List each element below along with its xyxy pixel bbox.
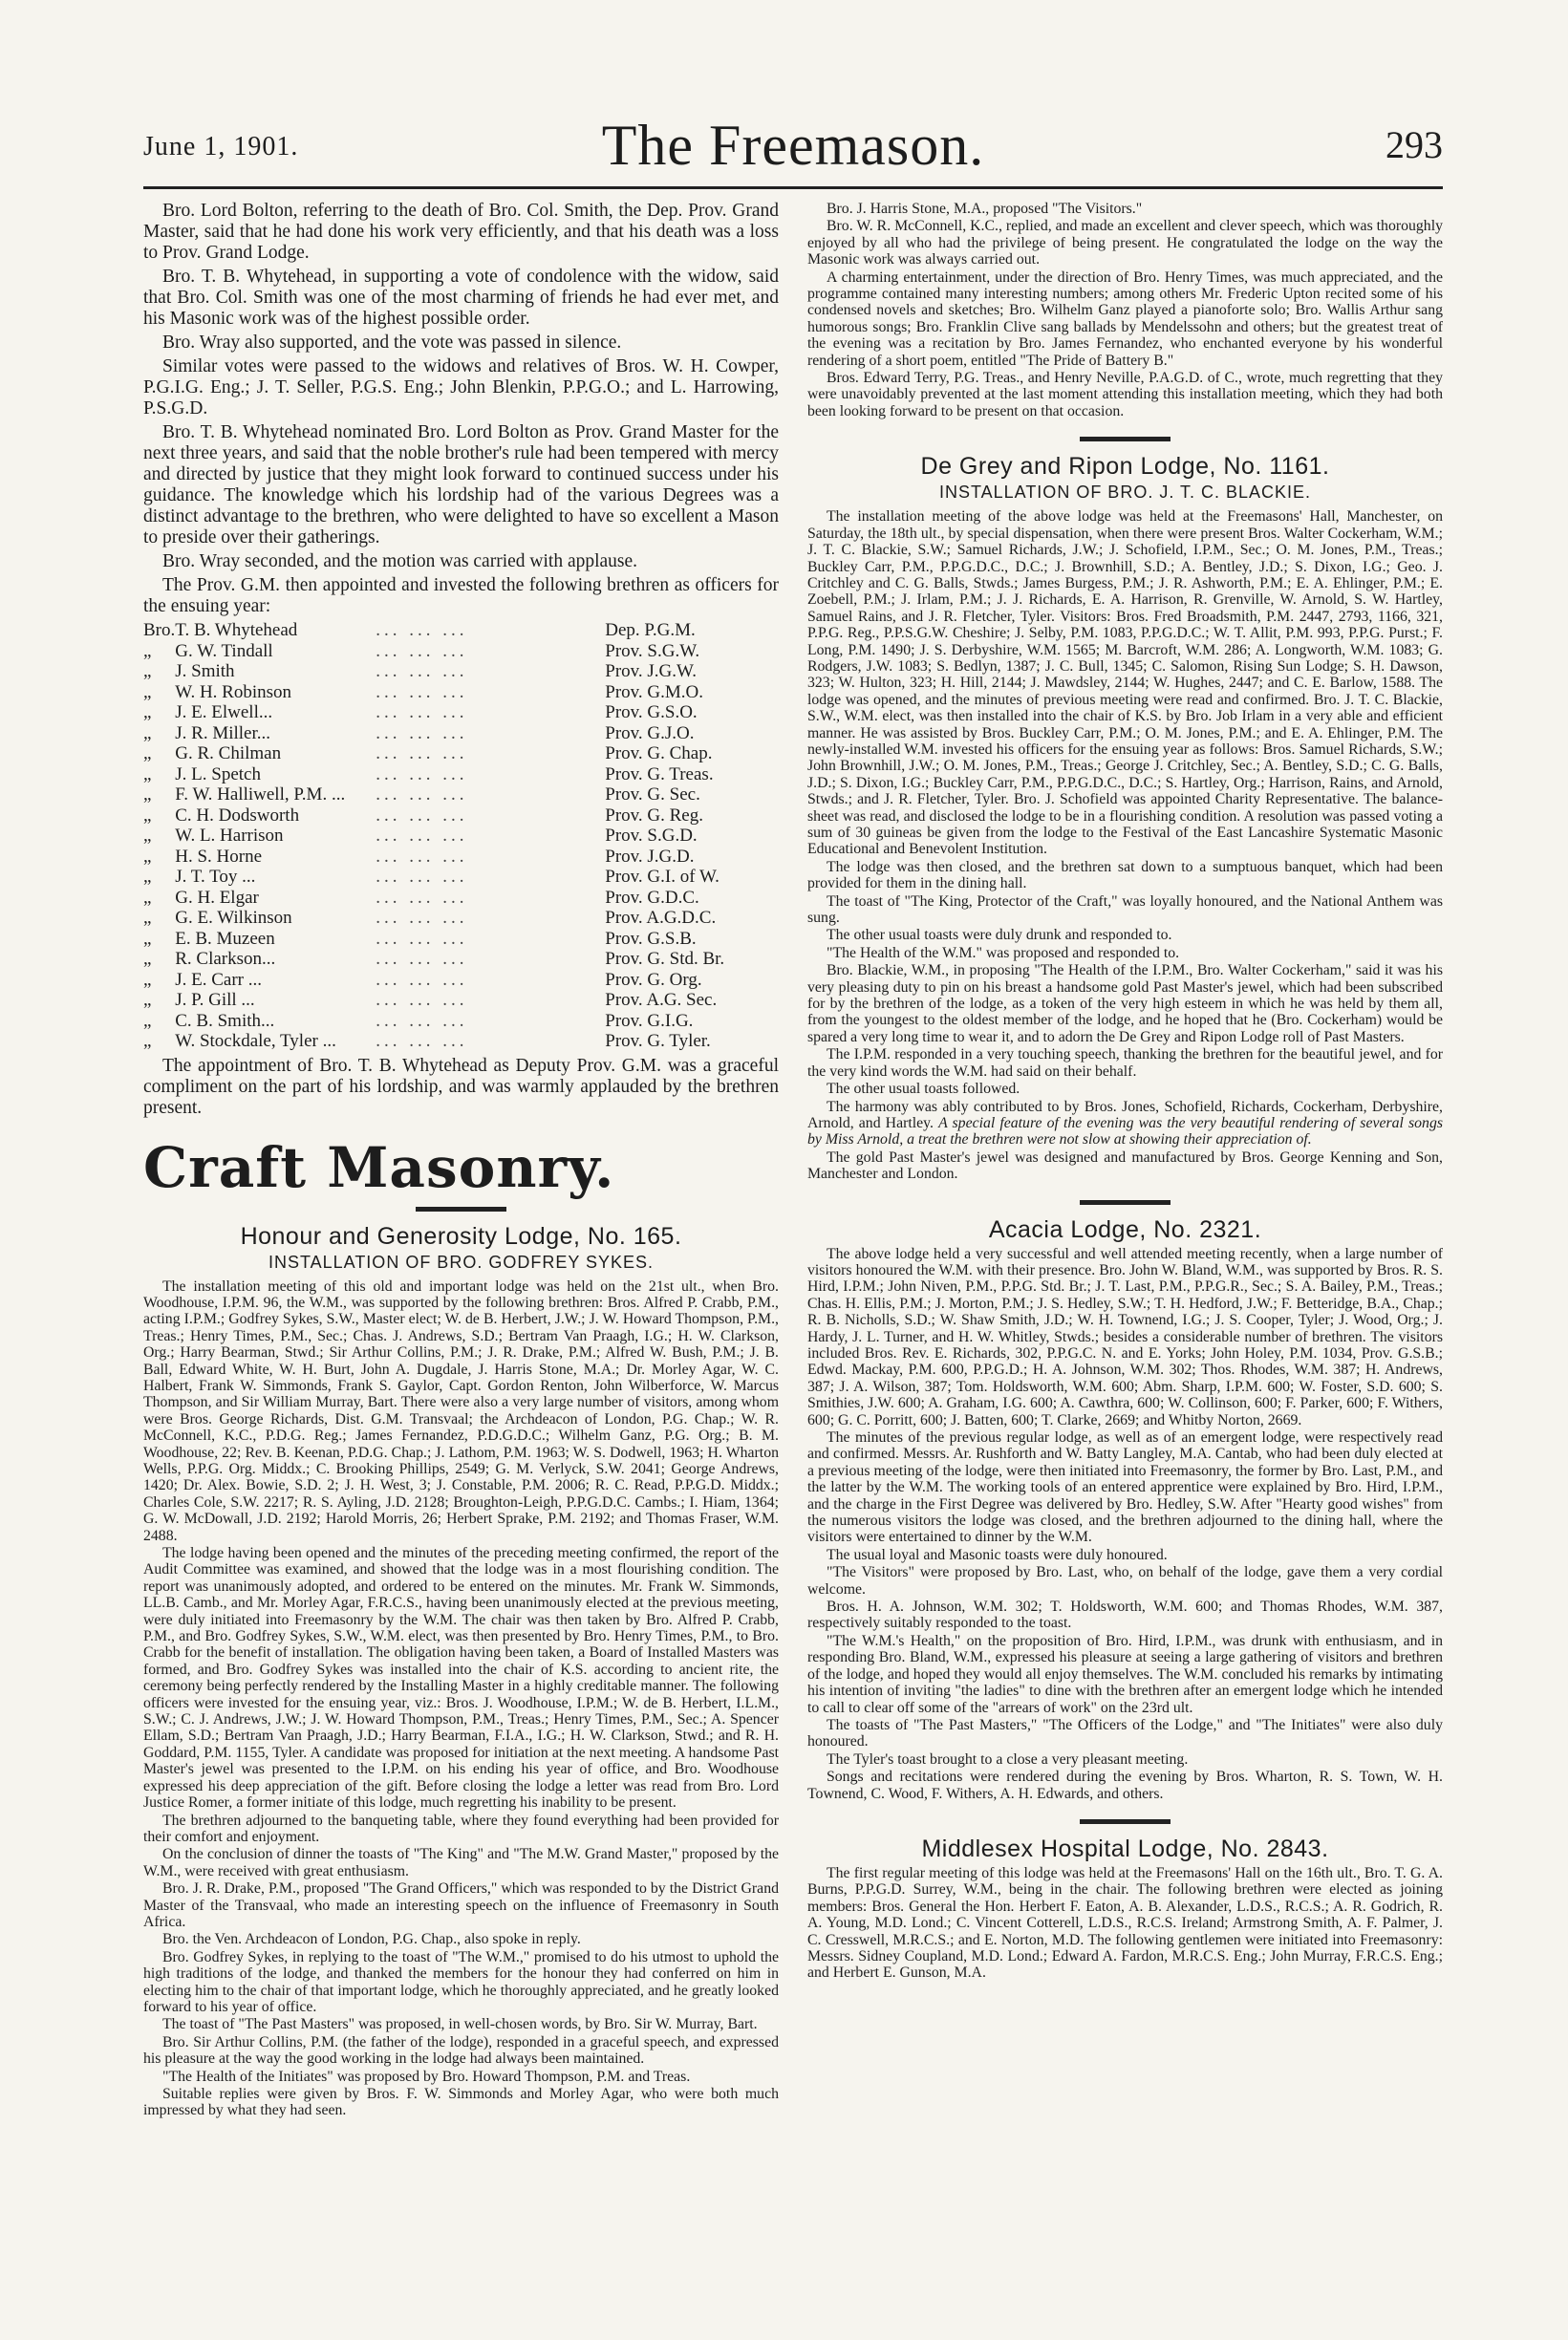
report-paragraph: The above lodge held a very successful and well attended meeting recently, when a large number of visitors honoured the W.M. with their presence. Bro. John W. Bland, W.M., was supported by Bros. R. S. Hird, I.P.M.; John Niven, P.M., P.P.G. Std. Br.; J. T. Last, P.M., P.P.G.R., Sec.; S. A. Bailey, P.M., Treas.; Chas. H. Ellis, P.M.; J. Morton, P.M.; J. S. Hedley, S.W.; T. H. Hedford, J.W.; F. Betteridge, B.A., Chap.; R. B. Nicholls, S.D.; W. Shaw Smith, J.D.; W. H. Townend, I.G.; J. S. Cooper, Tyler; J. Wood, Org.; J. Hardy, J. L. Turner, and H. W. Whitley, Stwds.; besides a considerable number of brethren. The visitors included Bros. Rev. E. Richards, 302, P.P.G.C. N. and E. Yorks; John Holey, P.M. 1034, Prov. G.S.B.; Edwd. Mackay, P.M. 600, P.P.G.D.; H. A. Johnson, W.M. 302; Thos. Rhodes, W.M. 387; H. Andrews, 387; J. A. Wilson, 387; Tom. Holdsworth, W.M. 600; Abm. Sharp, I.P.M. 600; W. Foster, S.D. 600; S. Smithies, J.W. 600; A. Graham, I.G. 600; A. Cawthra, 600; W. Collinson, 600; F. Parker, 600; F. Withers, 600; G. C. Porritt, 600; J. Batten, 600; T. Clarke, 2669; and Whitby Norton, 2669. xyxy=(807,1245,1443,1428)
report-paragraph: Bro. Blackie, W.M., in proposing "The Health of the I.P.M., Bro. Walter Cockerham," said it was his very pleasing duty to pin on his breast a handsome gold Past Master's jewel, which had been subscribed for by the brethren of the lodge, as a token of the very high esteem in which he was held by them all, from the youngest to the oldest member of the lodge, and he hoped that he (Bro. Cockerham) would be spared a very long time to wear it, and to adorn the De Grey and Ripon Lodge roll of Past Masters. xyxy=(807,962,1443,1045)
officer-row xyxy=(143,641,779,662)
officer-row xyxy=(143,949,779,970)
issue-date: June 1, 1901. xyxy=(143,132,299,161)
officer-name: G. W. Tindall xyxy=(175,640,273,661)
leader-dots: ... ... ... xyxy=(376,867,468,887)
left-column xyxy=(143,201,779,2120)
officer-prefix: „ xyxy=(143,661,152,681)
honour-lodge-continued xyxy=(807,201,1443,419)
officer-prefix: „ xyxy=(143,846,152,867)
officer-row xyxy=(143,805,779,827)
report-paragraph: Bro. J. Harris Stone, M.A., proposed "The Visitors." xyxy=(827,201,1143,217)
officer-row xyxy=(143,784,779,805)
officer-prefix: „ xyxy=(143,908,152,928)
separator-rule xyxy=(1080,1819,1171,1824)
officer-row xyxy=(143,620,779,641)
officer-name: G. E. Wilkinson xyxy=(175,908,292,928)
intro-paragraph: Bro. Lord Bolton, referring to the death of Bro. Col. Smith, the Dep. Prov. Grand Master, said that he had done his work very efficiently, and that his death was a loss to Prov. Grand Lodge. xyxy=(143,201,779,263)
officer-name: W. H. Robinson xyxy=(175,681,292,702)
report-paragraph: "The W.M.'s Health," on the proposition of Bro. Hird, I.P.M., was drunk with enthusiasm, and in responding Bro. Bland, W.M., expressed his pleasure at seeing a large gathering of visitors and brethren of the lodge, and hoped they would all enjoy themselves. The W.M. concluded his remarks by intimating his intention of inviting "the ladies" to dine with the brethren after an emergent lodge which he intended to call to clear off some of the "arrears of work" on the 23rd ult. xyxy=(807,1632,1443,1716)
leader-dots: ... ... ... xyxy=(376,969,468,990)
officer-office: Prov. G.I.G. xyxy=(605,1010,694,1031)
report-paragraph: The Tyler's toast brought to a close a very pleasant meeting. xyxy=(827,1750,1189,1768)
officer-name: T. B. Whytehead xyxy=(175,620,298,640)
officer-office: Prov. G.S.O. xyxy=(605,702,698,722)
right-column xyxy=(807,201,1443,1983)
officer-prefix: „ xyxy=(143,640,152,661)
officer-name: J. Smith xyxy=(175,661,235,681)
report-paragraph: The lodge was then closed, and the brethren sat down to a sumptuous banquet, which had been provided for them in the dining hall. xyxy=(807,858,1443,892)
officer-name: J. E. Carr ... xyxy=(175,969,263,990)
officer-prefix: „ xyxy=(143,681,152,702)
acacia-lodge-report xyxy=(807,1246,1443,1802)
leader-dots: ... ... ... xyxy=(376,887,468,908)
officer-row xyxy=(143,847,779,868)
report-paragraph: "The Visitors" were proposed by Bro. Last, who, on behalf of the lodge, gave them a very cordial welcome. xyxy=(807,1564,1443,1598)
officer-name: J. L. Spetch xyxy=(175,763,261,784)
officer-office: Prov. G.M.O. xyxy=(605,681,703,702)
officer-row xyxy=(143,826,779,847)
officer-office: Prov. G.I. of W. xyxy=(605,867,720,887)
report-paragraph: The installation meeting of this old and important lodge was held on the 21st ult., when Bro. Woodhouse, I.P.M. 96, the W.M., was supported by the following brethren: Bros. Alfred P. Crabb, P.M., acting I.P.M.; Godfrey Sykes, S.W., Master elect; W. de B. Herbert, J.W.; J. W. Howard Thompson, P.M., Treas.; Henry Times, P.M., Sec.; Chas. J. Andrews, S.D.; Bertram Van Praagh, I.G.; H. W. Clarkson, Org.; Harry Bearman, Stwd.; Sir Arthur Collins, P.M.; J. R. Drake, P.M.; Alfred W. Bush, P.M.; J. B. Ball, Edward White, W. H. Burt, John A. Dugdale, J. Harris Stone, M.A.; Dr. Morley Agar, W. C. Halbert, Frank W. Simmonds, Frank S. Gaylor, Capt. Gordon Renton, John Wilberforce, W. Marcus Thompson, and Sir William Murray, Bart. There were also a very large number of visitors, among whom were Bros. George Richards, Dist. G.M. Transvaal; the Archdeacon of London, P.G. Chap.; W. R. McConnell, K.C., P.D.G. Reg.; James Fernandez, P.D.G.D.C.; Wilhelm Ganz, P.G. Org.; B. M. Woodhouse, 22; Rev. B. Keenan, P.D.G. Chap.; J. Lathom, P.M. 1963; W. S. Dodwell, 1963; H. Wharton Wells, P.P.G. Org. Middx.; C. Brooking Phillips, 2549; G. M. Verlyck, S.W. 2041; George Andrews, 1420; Dr. Alex. Bowie, S.D. 2; J. H. West, 3; J. Constable, P.M. 2006; R. C. Read, P.P.G.D. Middx.; Charles Cole, S.W. 2217; R. S. Ayling, J.D. 2128; Broughton-Leigh, P.P.G.D.C. Cambs.; I. Hiam, 1364; G. W. McDowall, J.D. 2192; Harold Morris, 26; Herbert Sprake, P.M. 2192; and Thomas Fraser, W.M. 2488. xyxy=(143,1277,779,1544)
report-paragraph: Bros. Edward Terry, P.G. Treas., and Henry Neville, P.A.G.D. of C., wrote, much regretting that they were unavoidably prevented at the last moment attending this installation meeting, which they had both been looking forward to be present on that occasion. xyxy=(807,370,1443,419)
officer-prefix: „ xyxy=(143,887,152,908)
officer-prefix: „ xyxy=(143,990,152,1010)
separator-rule xyxy=(416,1207,506,1212)
report-paragraph: A charming entertainment, under the direction of Bro. Henry Times, was much appreciated, and the programme contained many interesting numbers; among others Mr. Frederic Upton recited some of his condensed novels and sketches; Bro. Wilhelm Ganz played a pianoforte solo; Bro. Wallis Arthur sang humorous songs; Bro. Franklin Clive sang ballads by Mendelssohn and others; but the greatest treat of the evening was a recitation by Bro. James Fernandez, who enchanted everyone by his wonderful rendering of a short poem, entitled "The Pride of Battery B." xyxy=(807,268,1443,369)
lodge-heading: Middlesex Hospital Lodge, No. 2843. xyxy=(921,1835,1329,1862)
officer-name: G. R. Chilman xyxy=(175,743,282,763)
lodge-heading: De Grey and Ripon Lodge, No. 1161. xyxy=(920,453,1330,481)
leader-dots: ... ... ... xyxy=(376,1010,468,1031)
report-paragraph: The other usual toasts followed. xyxy=(827,1081,1020,1098)
report-paragraph: Bro. Godfrey Sykes, in replying to the toast of "The W.M.," promised to do his utmost to uphold the high traditions of the lodge, and thanked the members for the honour they had conferred on him in electing him to the chair of that important lodge, which he thoroughly appreciated, and he greatly looked forward to his year of office. xyxy=(143,1948,779,2015)
officer-prefix: „ xyxy=(143,1031,152,1051)
section-title: Craft Masonry. xyxy=(143,1134,615,1200)
officer-name: H. S. Horne xyxy=(175,846,263,867)
officer-row xyxy=(143,1031,779,1052)
officer-row xyxy=(143,1011,779,1032)
report-paragraph: The first regular meeting of this lodge was held at the Freemasons' Hall on the 16th ult., Bro. T. G. A. Burns, P.P.G.D. Surrey, W.M., being in the chair. The following brethren were elected as joining members: Bros. General the Hon. Herbert F. Eaton, A. B. Alexander, L.D.S., R.C.S.; A. R. Godrich, R. A. Young, M.D. Lond.; C. Vincent Cotterell, L.D.S., R.C.S. Ireland; Armstrong Smith, A. F. Palmer, J. C. Cresswell, M.R.C.S.; and E. Norton, M.D. The following gentlemen were initiated into Freemasonry: Messrs. Sidney Coupland, M.D. Lond.; Edward A. Fardon, M.R.C.S. Eng.; John Murray, F.R.C.S. Eng.; and Herbert E. Gunson, M.A. xyxy=(807,1864,1443,1982)
leader-dots: ... ... ... xyxy=(376,949,468,969)
officer-prefix: „ xyxy=(143,743,152,763)
officers-closing: The appointment of Bro. T. B. Whytehead as Deputy Prov. G.M. was a graceful compliment on the part of his lordship, and was warmly applauded by the brethren present. xyxy=(143,1055,779,1118)
middlesex-lodge-report xyxy=(807,1865,1443,1982)
officer-prefix: „ xyxy=(143,805,152,826)
officer-name: G. H. Elgar xyxy=(175,887,259,908)
officer-name: F. W. Halliwell, P.M. ... xyxy=(175,784,346,805)
leader-dots: ... ... ... xyxy=(376,784,468,805)
officer-office: Prov. J.G.W. xyxy=(605,661,697,681)
officer-row xyxy=(143,702,779,723)
officer-office: Prov. G. Org. xyxy=(605,969,702,990)
leader-dots: ... ... ... xyxy=(376,846,468,867)
officer-name: E. B. Muzeen xyxy=(175,928,275,949)
officer-name: W. L. Harrison xyxy=(175,826,284,846)
leader-dots: ... ... ... xyxy=(376,928,468,949)
officer-name: J. R. Miller... xyxy=(175,722,271,743)
intro-paragraph: Bro. Wray also supported, and the vote was passed in silence. xyxy=(162,333,622,353)
report-paragraph: The lodge having been opened and the minutes of the preceding meeting confirmed, the report of the Audit Committee was examined, and showed that the lodge was in a most flourishing condition. The report was unanimously adopted, and ordered to be entered on the minutes. Mr. Frank W. Simmonds, LL.B. Camb., and Mr. Morley Agar, F.R.C.S., having been unanimously elected at the previous meeting, were duly initiated into Freemasonry by the W.M. The chair was then taken by Bro. Alfred P. Crabb, P.M., and Bro. Godfrey Sykes, S.W., W.M. elect, was then presented by Bro. Henry Times, P.M., to Bro. Crabb for the benefit of installation. The obligation having been taken, a Board of Installed Masters was formed, and Bro. Godfrey Sykes was installed into the chair of K.S. according to ancient rite, the ceremony being perfectly rendered by the Installing Master in a highly creditable manner. The following officers were invested for the ensuing year, viz.: Bros. J. Woodhouse, I.P.M.; W. de B. Herbert, I.L.M., S.W.; C. J. Andrews, J.W.; J. W. Howard Thompson, P.M., Treas.; Henry Times, P.M., Sec.; A. Spencer Ellam, S.D.; Bertram Van Praagh, J.D.; Harry Bearman, F.I.A., I.G.; H. W. Clarkson, Stwd.; and R. H. Goddard, P.M. 1155, Tyler. A candidate was proposed for initiation at the next meeting. A handsome Past Master's jewel was presented to the I.P.M. on his ending his year of office, and Bro. Woodhouse expressed his deep appreciation of the gift. Before closing the lodge a letter was read from Bro. Lord Justice Romer, a former initiate of this lodge, much regretting his inability to be present. xyxy=(143,1545,779,1812)
officer-prefix: „ xyxy=(143,722,152,743)
officer-office: Prov. G.D.C. xyxy=(605,887,699,908)
officer-office: Prov. G. Tyler. xyxy=(605,1031,711,1051)
report-paragraph: Suitable replies were given by Bros. F. W. Simmonds and Morley Agar, who were both much impressed by what they had seen. xyxy=(143,2086,779,2119)
officer-office: Prov. S.G.W. xyxy=(605,640,700,661)
report-paragraph: Bro. W. R. McConnell, K.C., replied, and made an excellent and clever speech, which was thoroughly enjoyed by all who had the privilege of being present. He congratulated the lodge on the way the Masonic work was always carried out. xyxy=(807,218,1443,268)
officer-row xyxy=(143,867,779,888)
officer-prefix: „ xyxy=(143,928,152,949)
degrey-lodge-report xyxy=(807,508,1443,1182)
officer-row xyxy=(143,682,779,703)
officer-row xyxy=(143,970,779,991)
lodge-heading: Acacia Lodge, No. 2321. xyxy=(988,1215,1262,1243)
masthead-title: The Freemason. xyxy=(601,114,985,177)
report-paragraph: The toast of "The King, Protector of the Craft," was loyally honoured, and the National Anthem was sung. xyxy=(807,892,1443,927)
leader-dots: ... ... ... xyxy=(376,640,468,661)
harmony-paragraph xyxy=(807,1099,1443,1149)
harmony-text: The harmony was ably contributed to by Bros. Jones, Schofield, Richards, Cockerham, Derbyshire, Arnold, and Hartley. xyxy=(807,1098,1443,1131)
leader-dots: ... ... ... xyxy=(376,620,468,640)
officer-office: Prov. A.G. Sec. xyxy=(605,990,718,1010)
report-paragraph: Bro. the Ven. Archdeacon of London, P.G. Chap., also spoke in reply. xyxy=(162,1931,581,1948)
officer-name: R. Clarkson... xyxy=(175,949,276,969)
leader-dots: ... ... ... xyxy=(376,681,468,702)
officer-office: Prov. G.J.O. xyxy=(605,722,695,743)
officer-row xyxy=(143,661,779,682)
officer-prefix: „ xyxy=(143,867,152,887)
report-paragraph: Bro. Sir Arthur Collins, P.M. (the father of the lodge), responded in a graceful speech, and expressed his pleasure at the way the good working in the lodge had always been maintained. xyxy=(143,2033,779,2068)
lodge-subheading: INSTALLATION OF BRO. GODFREY SYKES. xyxy=(268,1252,655,1272)
officer-prefix: „ xyxy=(143,702,152,722)
officer-office: Prov. G. Sec. xyxy=(605,784,700,805)
officer-prefix: „ xyxy=(143,949,152,969)
intro-paragraph: Similar votes were passed to the widows and relatives of Bros. W. H. Cowper, P.G.I.G. Eng.; J. T. Seller, P.G.S. Eng.; John Blenkin, P.P.G.O.; and L. Harrowing, P.S.G.D. xyxy=(143,356,779,419)
officer-office: Prov. J.G.D. xyxy=(605,846,695,867)
intro-paragraph: Bro. T. B. Whytehead nominated Bro. Lord Bolton as Prov. Grand Master for the next three years, and said that the noble brother's rule had been tempered with mercy and directed by justice that they might look forward to continued success under his guidance. The knowledge which his lordship had of the various Degrees was a distinct advantage to the brethren, who were delighted to have so excellent a Mason to preside over their gatherings. xyxy=(143,422,779,547)
lodge-heading: Honour and Generosity Lodge, No. 165. xyxy=(240,1222,682,1250)
officer-prefix: „ xyxy=(143,826,152,846)
leader-dots: ... ... ... xyxy=(376,990,468,1010)
officer-office: Prov. G.S.B. xyxy=(605,928,697,949)
page-number: 293 xyxy=(1385,123,1443,166)
report-paragraph: Bro. J. R. Drake, P.M., proposed "The Grand Officers," which was responded to by the District Grand Master of the Transvaal, who made an interesting speech on the influence of Freemasonry in South Africa. xyxy=(143,1880,779,1930)
harmony-italic-text: A special feature of the evening was the very beautiful rendering of several songs by Miss Arnold, a treat the brethren were not slow at showing their appreciation of. xyxy=(807,1114,1443,1149)
report-paragraph: The minutes of the previous regular lodge, as well as of an emergent lodge, were respectively read and confirmed. Messrs. Ar. Rushforth and W. Batty Langley, M.A. Cantab, who had been duly elected at a previous meeting of the lodge, were then initiated into Freemasonry, the former by Bro. Last, P.M., and the latter by the W.M. The working tools of an entered apprentice were explained by Bro. Hird, I.P.M., and the charge in the First Degree was delivered by Bro. Hedley, S.W. After "Hearty good wishes" from the numerous visitors the lodge was closed, and the brethren adjourned to the dining hall, where the visitors were entertained to dinner by the W.M. xyxy=(807,1429,1443,1546)
header-rule xyxy=(143,186,1443,189)
report-paragraph: On the conclusion of dinner the toasts of "The King" and "The M.W. Grand Master," proposed by the W.M., were received with great enthusiasm. xyxy=(143,1846,779,1879)
report-paragraph: The toasts of "The Past Masters," "The Officers of the Lodge," and "The Initiates" were also duly honoured. xyxy=(807,1716,1443,1750)
officer-office: Prov. A.G.D.C. xyxy=(605,908,717,928)
officer-row xyxy=(143,908,779,929)
officer-row xyxy=(143,764,779,785)
officer-office: Prov. G. Chap. xyxy=(605,743,713,763)
officer-name: J. E. Elwell... xyxy=(175,702,273,722)
officer-office: Prov. G. Reg. xyxy=(605,805,703,826)
officer-name: C. B. Smith... xyxy=(175,1010,275,1031)
honour-lodge-report xyxy=(143,1278,779,2119)
officer-name: J. T. Toy ... xyxy=(175,867,256,887)
intro-paragraph: Bro. T. B. Whytehead, in supporting a vote of condolence with the widow, said that Bro. Col. Smith was one of the most charming of friends he had ever met, and his Masonic work was of the highest possible order. xyxy=(143,267,779,329)
leader-dots: ... ... ... xyxy=(376,661,468,681)
separator-rule xyxy=(1080,1200,1171,1205)
officer-row xyxy=(143,723,779,744)
report-paragraph: The toast of "The Past Masters" was proposed, in well-chosen words, by Bro. Sir W. Murray, Bart. xyxy=(162,2016,758,2033)
leader-dots: ... ... ... xyxy=(376,805,468,826)
report-paragraph: Bros. H. A. Johnson, W.M. 302; T. Holdsworth, W.M. 600; and Thomas Rhodes, W.M. 387, respectively suitably responded to the toast. xyxy=(807,1599,1443,1632)
officer-name: J. P. Gill ... xyxy=(175,990,255,1010)
officer-office: Prov. S.G.D. xyxy=(605,826,698,846)
officer-prefix: „ xyxy=(143,784,152,805)
officers-list xyxy=(143,620,779,1052)
page-header xyxy=(143,113,1443,189)
intro-paragraph: The Prov. G.M. then appointed and invested the following brethren as officers for the ensuing year: xyxy=(143,575,779,616)
report-paragraph: The other usual toasts were duly drunk and responded to. xyxy=(827,927,1172,944)
officer-office: Prov. G. Std. Br. xyxy=(605,949,725,969)
leader-dots: ... ... ... xyxy=(376,722,468,743)
report-paragraph: "The Health of the W.M." was proposed and responded to. xyxy=(827,944,1180,961)
leader-dots: ... ... ... xyxy=(376,743,468,763)
officer-prefix: „ xyxy=(143,763,152,784)
leader-dots: ... ... ... xyxy=(376,702,468,722)
leader-dots: ... ... ... xyxy=(376,1031,468,1051)
officer-row xyxy=(143,743,779,764)
separator-rule xyxy=(1080,437,1171,441)
report-paragraph: The installation meeting of the above lodge was held at the Freemasons' Hall, Manchester, on Saturday, the 18th ult., by special dispensation, when there were present Bros. Walter Cockerham, W.M.; J. T. C. Blackie, S.W.; Samuel Richards, J.W.; J. Schofield, I.P.M., Sec.; O. M. Jones, P.M., Treas.; Buckley Carr, P.M., P.P.G.D.C., D.C.; J. Brownhill, S.D.; A. Bentley, J.D.; S. Dixon, I.G.; Geo. J. Critchley and C. G. Balls, Stwds.; James Burgess, P.M.; J. R. Ashworth, P.M.; E. A. Ehlinger, P.M.; E. Zoebell, P.M.; J. Irlam, P.M.; J. J. Richards, E. A. Harrison, R. Grenville, W. Arnold, S. W. Hartley, Samuel Rains, and J. R. Fletcher, Tyler. Visitors: Bros. Fred Broadsmith, P.M. 2447, 2793, 1166, 321, P.P.G. Reg., P.P.S.G.W. Cheshire; J. Selby, P.M. 1083, P.P.G.D.C.; W. T. Allit, P.M. 993, P.P.G. Purst.; F. Long, P.M. 1490; J. S. Derbyshire, W.M. 1565; M. Barcroft, W.M. 286; A. Longworth, W.M. 1083; G. Rodgers, J.W. 1083; S. Bedlyn, 1387; J. C. Bull, 1345; C. Salomon, Rising Sun Lodge; S. H. Dawson, 323; W. Hulton, 323; H. Hill, 2144; J. Mawdsley, 2144; W. Hughes, 2447; and C. E. Barlow, 1588. The lodge was opened, and the minutes of previous meeting were read and confirmed. Bro. J. T. C. Blackie, S.W., W.M. elect, was then installed into the chair of K.S. by Bro. Job Irlam in a very able and efficient manner. He was assisted by Bros. Buckley Carr, P.M.; O. M. Jones, P.M.; and E. A. Ehlinger, P.M. The newly-installed W.M. invested his officers for the ensuing year as follows: Bros. Samuel Richards, S.W.; John Brownhill, J.W.; O. M. Jones, P.M., Treas.; George J. Critchley, Sec.; A. Bentley, S.D.; C. G. Balls, J.D.; S. Dixon, I.G.; Buckley Carr, P.M., P.P.G.D.C., D.C.; S. Hartley, Org.; Harrison, Rains, and Arnold, Stwds.; and J. R. Fletcher, Tyler. Bro. J. Schofield was appointed Charity Representative. The balance-sheet was read, and disclosed the lodge to be in a flourishing condition. A resolution was passed voting a sum of 30 guineas be given from the lodge to the Festival of the East Lancashire Systematic Masonic Educational and Benevolent Institution. xyxy=(807,508,1443,858)
provincial-report xyxy=(143,201,779,617)
officer-name: W. Stockdale, Tyler ... xyxy=(175,1031,336,1051)
leader-dots: ... ... ... xyxy=(376,763,468,784)
officer-row xyxy=(143,990,779,1011)
officer-row xyxy=(143,929,779,950)
intro-paragraph: Bro. Wray seconded, and the motion was carried with applause. xyxy=(162,551,638,571)
officer-name: C. H. Dodsworth xyxy=(175,805,300,826)
report-paragraph: Songs and recitations were rendered during the evening by Bros. Wharton, R. S. Town, W. H. Townend, C. Wood, F. Withers, A. H. Edwards, and others. xyxy=(807,1769,1443,1802)
leader-dots: ... ... ... xyxy=(376,908,468,928)
report-paragraph: The usual loyal and Masonic toasts were duly honoured. xyxy=(827,1546,1168,1563)
officer-office: Prov. G. Treas. xyxy=(605,763,714,784)
lodge-subheading: INSTALLATION OF BRO. J. T. C. BLACKIE. xyxy=(938,483,1312,503)
officer-prefix: „ xyxy=(143,969,152,990)
report-paragraph: The I.P.M. responded in a very touching speech, thanking the brethren for the beautiful jewel, and for the very kind words the W.M. had said on their behalf. xyxy=(807,1046,1443,1080)
officer-prefix: „ xyxy=(143,1010,152,1031)
report-paragraph: The gold Past Master's jewel was designed and manufactured by Bros. George Kenning and Son, Manchester and London. xyxy=(807,1149,1443,1183)
leader-dots: ... ... ... xyxy=(376,826,468,846)
report-paragraph: The brethren adjourned to the banqueting table, where they found everything had been provided for their comfort and enjoyment. xyxy=(143,1812,779,1845)
report-paragraph: "The Health of the Initiates" was proposed by Bro. Howard Thompson, P.M. and Treas. xyxy=(162,2068,691,2085)
officer-prefix: Bro. xyxy=(143,620,176,640)
officer-office: Dep. P.G.M. xyxy=(605,620,696,640)
officer-row xyxy=(143,888,779,909)
